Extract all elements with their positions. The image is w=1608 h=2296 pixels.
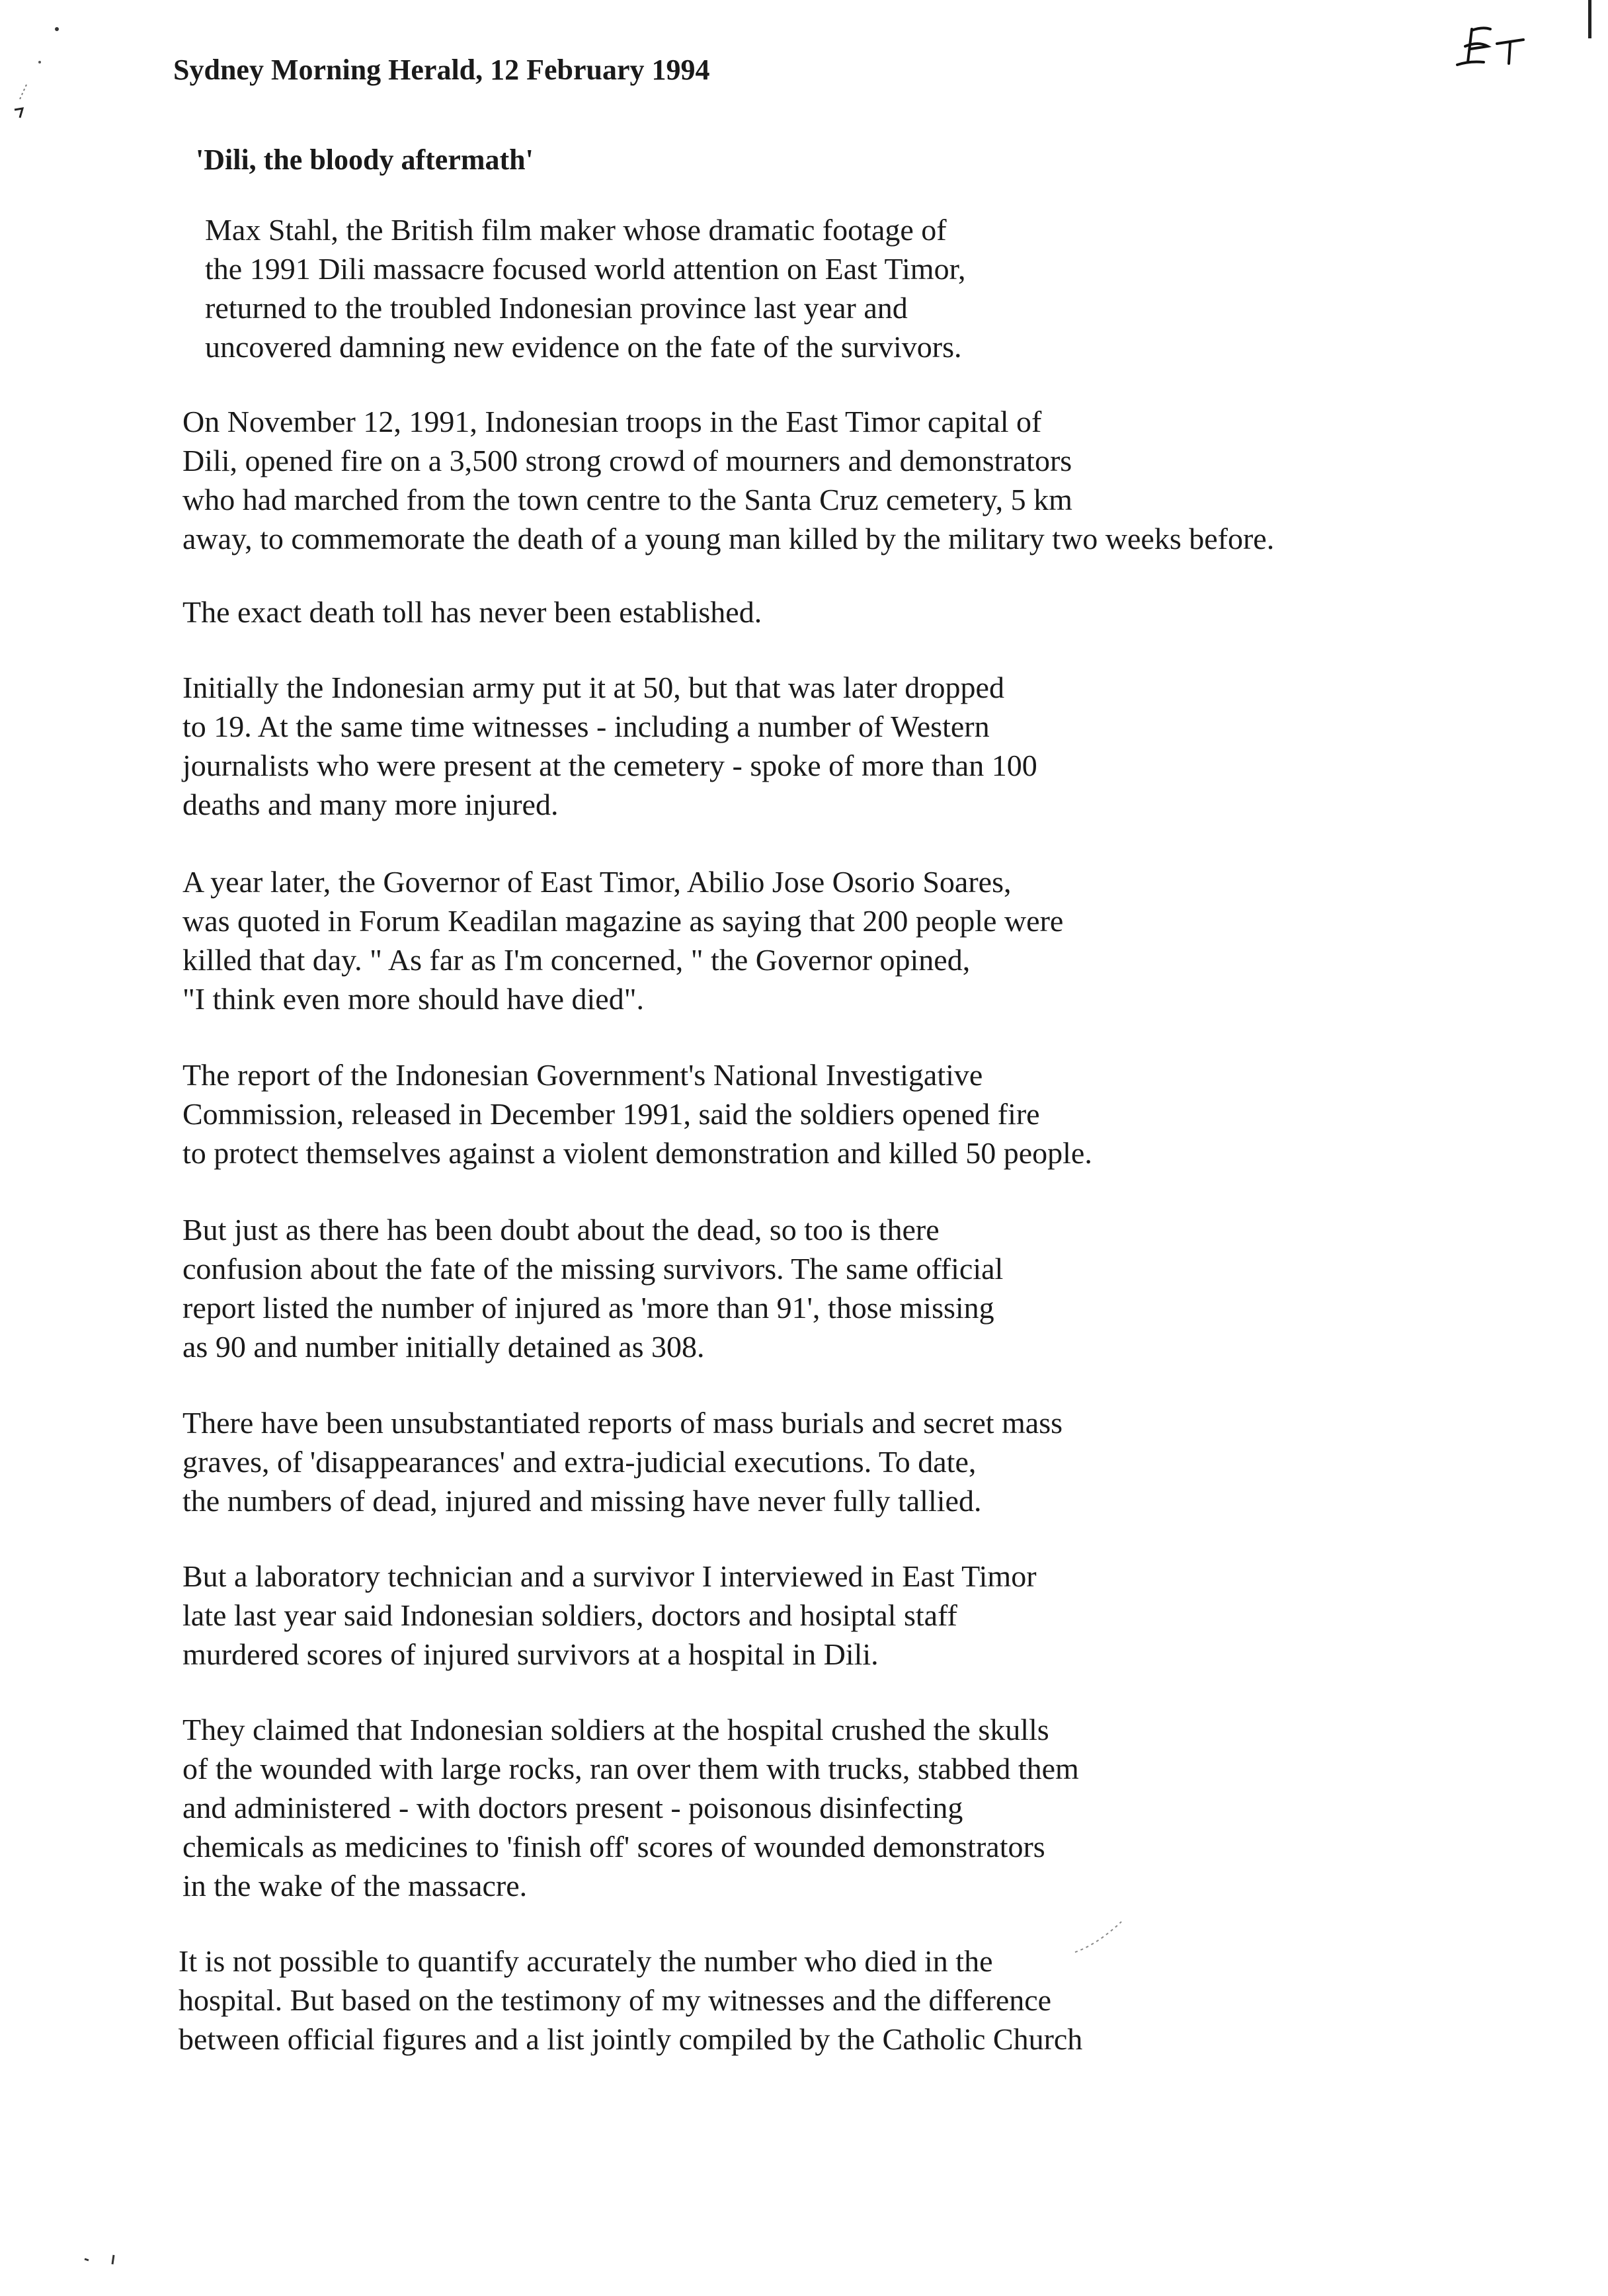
article-paragraph	[179, 1942, 1082, 2059]
paragraph-line: deaths and many more injured.	[182, 788, 559, 821]
paragraph-line: It is not possible to quantify accurately the number who died in the	[179, 1944, 993, 1978]
paragraph-line: between official figures and a list jointly compiled by the Catholic Church	[179, 2022, 1083, 2056]
article-paragraph	[182, 1710, 1079, 1905]
intro-line: the 1991 Dili massacre focused world attention on East Timor,	[205, 252, 966, 286]
paragraph-line: hospital. But based on the testimony of my witnesses and the difference	[179, 1983, 1052, 2017]
article-paragraph	[182, 1055, 1092, 1172]
article-headline: 'Dili, the bloody aftermath'	[196, 144, 534, 176]
article-paragraph	[182, 402, 1274, 558]
paragraph-line: in the wake of the massacre.	[182, 1869, 528, 1903]
intro-line: uncovered damning new evidence on the fate of the survivors.	[205, 330, 962, 364]
paragraph-line: "I think even more should have died".	[182, 982, 644, 1016]
article-paragraph	[182, 1403, 1063, 1520]
paragraph-line: graves, of 'disappearances' and extra-judicial executions. To date,	[182, 1445, 977, 1479]
paragraph-line: confusion about the fate of the missing survivors. The same official	[182, 1252, 1004, 1286]
paragraph-line: Initially the Indonesian army put it at 50, but that was later dropped	[182, 671, 1004, 704]
paragraph-line: report listed the number of injured as 'more than 91', those missing	[182, 1291, 994, 1325]
paragraph-line: There have been unsubstantiated reports of mass burials and secret mass	[182, 1406, 1063, 1440]
paragraph-line: late last year said Indonesian soldiers, doctors and hosiptal staff	[182, 1598, 957, 1632]
paragraph-line: Dili, opened fire on a 3,500 strong crowd of mourners and demonstrators	[182, 444, 1072, 477]
article-paragraph	[182, 862, 1063, 1018]
paragraph-line: A year later, the Governor of East Timor, Abilio Jose Osorio Soares,	[182, 865, 1012, 899]
publication-source-line: Sydney Morning Herald, 12 February 1994	[173, 54, 710, 86]
paragraph-line: of the wounded with large rocks, ran over them with trucks, stabbed them	[182, 1752, 1079, 1785]
article-intro	[205, 210, 966, 366]
paragraph-line: Commission, released in December 1991, said the soldiers opened fire	[182, 1097, 1040, 1131]
handwritten-et-mark	[1449, 24, 1535, 71]
paragraph-line: killed that day. " As far as I'm concerned, " the Governor opined,	[182, 943, 971, 977]
paragraph-line: The exact death toll has never been established.	[182, 595, 762, 629]
scan-edge-line	[1588, 0, 1591, 38]
paragraph-line: to 19. At the same time witnesses - including a number of Western	[182, 710, 990, 743]
paragraph-line: chemicals as medicines to 'finish off' scores of wounded demonstrators	[182, 1830, 1045, 1864]
intro-line: returned to the troubled Indonesian province last year and	[205, 291, 908, 325]
paragraph-line: away, to commemorate the death of a young man killed by the military two weeks before.	[182, 522, 1275, 555]
paragraph-line: The report of the Indonesian Government's National Investigative	[182, 1058, 983, 1092]
paragraph-line: But a laboratory technician and a survivor I interviewed in East Timor	[182, 1559, 1037, 1593]
paragraph-line: murdered scores of injured survivors at a hospital in Dili.	[182, 1637, 879, 1671]
article-paragraph	[182, 593, 762, 632]
paragraph-line: They claimed that Indonesian soldiers at the hospital crushed the skulls	[182, 1713, 1049, 1746]
paragraph-line: the numbers of dead, injured and missing have never fully tallied.	[182, 1484, 982, 1518]
paragraph-line: But just as there has been doubt about the dead, so too is there	[182, 1213, 940, 1247]
paragraph-line: was quoted in Forum Keadilan magazine as saying that 200 people were	[182, 904, 1064, 938]
paragraph-line: who had marched from the town centre to the Santa Cruz cemetery, 5 km	[182, 483, 1072, 516]
article-paragraph	[182, 1210, 1003, 1366]
paragraph-line: On November 12, 1991, Indonesian troops in the East Timor capital of	[182, 405, 1042, 438]
paragraph-line: to protect themselves against a violent demonstration and killed 50 people.	[182, 1136, 1092, 1170]
paragraph-line: and administered - with doctors present - poisonous disinfecting	[182, 1791, 963, 1824]
paragraph-line: as 90 and number initially detained as 308.	[182, 1330, 705, 1364]
paragraph-line: journalists who were present at the cemetery - spoke of more than 100	[182, 749, 1037, 782]
article-paragraph	[182, 668, 1037, 824]
intro-line: Max Stahl, the British film maker whose dramatic footage of	[205, 213, 947, 247]
article-paragraph	[182, 1557, 1037, 1674]
